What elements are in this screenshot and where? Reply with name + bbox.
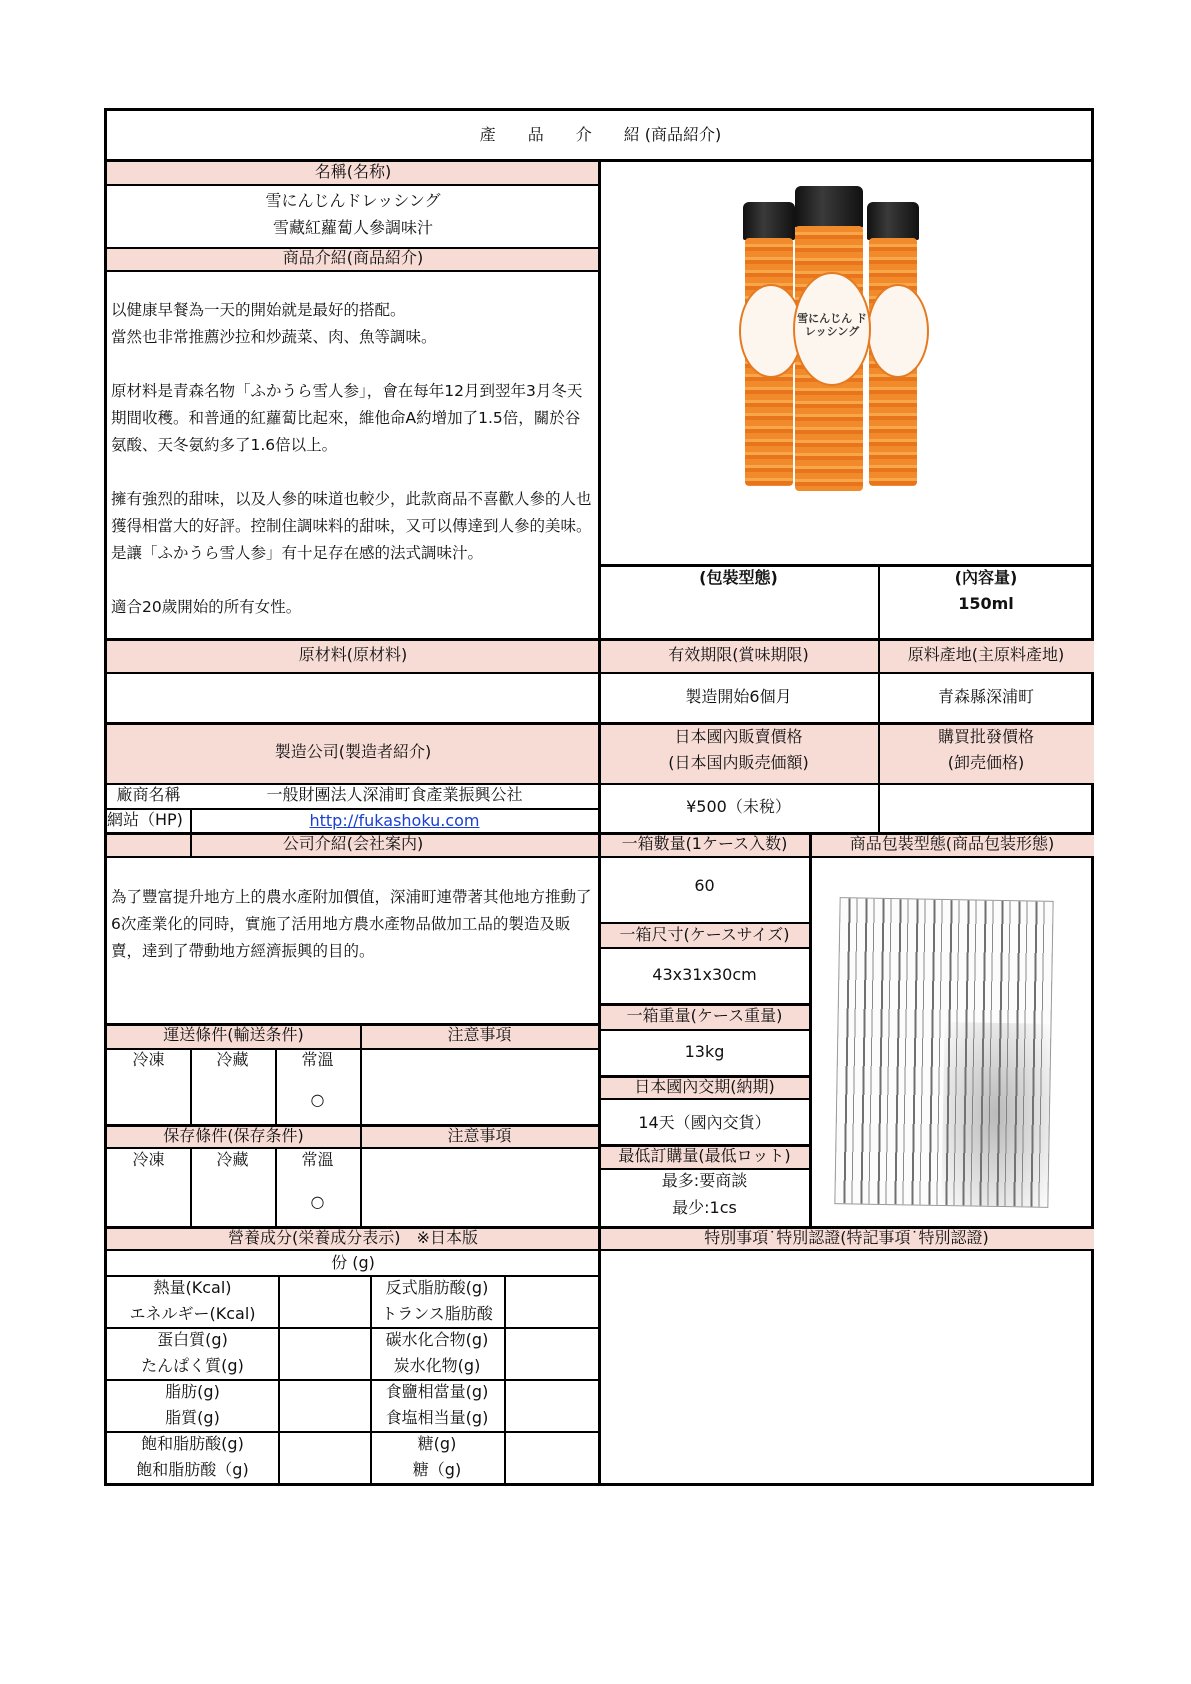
nutrition-header: 營養成分(栄養成分表示) ※日本版 [228, 1228, 478, 1247]
nutrition-trans-jp: トランス脂肪酸 [381, 1304, 493, 1323]
transport-ambient: 常溫 [301, 1050, 334, 1069]
nutrition-fat-jp: 脂質(g) [165, 1408, 220, 1427]
nutrition-satfat-jp: 飽和脂肪酸（g) [136, 1460, 249, 1479]
product-name-jp: 雪にんじんドレッシング [265, 191, 441, 210]
lead-time-value: 14天（國內交貨） [638, 1113, 771, 1132]
product-sheet [104, 108, 1094, 1486]
storage-ambient: 常溫 [301, 1150, 334, 1169]
nutrition-energy-zh: 熱量(Kcal) [153, 1278, 232, 1297]
retail-price-header-jp: (日本国内販売価額) [668, 753, 809, 772]
origin-header: 原料產地(主原料產地) [907, 645, 1065, 664]
package-form-header: 商品包裝型態(商品包装形態) [849, 834, 1055, 853]
moq-min: 最少:1cs [672, 1198, 737, 1217]
transport-ambient-mark: ○ [310, 1090, 325, 1109]
storage-ambient-mark: ○ [310, 1192, 325, 1211]
maker-hp-label: 網站（HP) [107, 810, 183, 829]
nutrition-trans-zh: 反式脂肪酸(g) [385, 1278, 489, 1297]
expiry-value: 製造開始6個月 [685, 687, 792, 706]
product-name-zh: 雪藏紅蘿蔔人參調味汁 [272, 218, 433, 237]
storage-chilled: 冷藏 [216, 1150, 249, 1169]
nutrition-sugar-jp: 糖（g) [412, 1460, 462, 1479]
storage-header: 保存條件(保存条件) [163, 1126, 304, 1145]
storage-frozen: 冷凍 [132, 1150, 165, 1169]
case-size-value: 43x31x30cm [652, 965, 757, 984]
nutrition-carbs-zh: 碳水化合物(g) [385, 1330, 489, 1349]
nutrition-satfat-zh: 飽和脂肪酸(g) [141, 1434, 244, 1453]
case-qty-header: 一箱數量(1ケース入数) [621, 834, 788, 853]
capacity-header: (內容量) [954, 568, 1018, 587]
transport-frozen: 冷凍 [132, 1050, 165, 1069]
nutrition-salt-zh: 食鹽相當量(g) [385, 1382, 489, 1401]
wholesale-price-header-zh: 購買批發價格 [937, 727, 1034, 746]
packaging-header: (包裝型態) [699, 568, 778, 587]
intro-p1: 以健康早餐為一天的開始就是最好的搭配。 [111, 301, 406, 319]
ingredients-header: 原材料(原材料) [298, 645, 408, 664]
intro-p4: 擁有強烈的甜味，以及人參的味道也較少，此款商品不喜歡人參的人也獲得相當大的好評。控制住調味料的甜味，又可以傳達到人參的美味。是讓「ふかうら雪人参」有十足存在感的法式調味汁。 [111, 490, 592, 562]
nutrition-salt-jp: 食塩相当量(g) [385, 1408, 489, 1427]
transport-chilled: 冷藏 [216, 1050, 249, 1069]
bottle-label-text: 雪にんじん ドレッシング [797, 312, 867, 338]
maker-name-label: 廠商名稱 [116, 785, 181, 804]
company-text: 為了豐富提升地方上的農水產附加價值，深浦町連帶著其他地方推動了6次產業化的同時，實施了活用地方農水產物品做加工品的製造及販賣，達到了帶動地方經濟振興的目的。 [111, 888, 592, 960]
intro-p5: 適合20歲開始的所有女性。 [111, 598, 302, 616]
intro-header: 商品介紹(商品紹介) [282, 248, 424, 267]
moq-header: 最低訂購量(最低ロット) [618, 1146, 791, 1165]
manufacturer-header: 製造公司(製造者紹介) [274, 742, 432, 761]
maker-name-value: 一般財團法人深浦町食產業振興公社 [266, 785, 523, 804]
moq-max: 最多:要商談 [661, 1171, 748, 1190]
retail-price-header-zh: 日本國內販賣價格 [674, 727, 803, 746]
name-header: 名稱(名称) [314, 162, 392, 181]
case-qty-value: 60 [694, 876, 715, 895]
transport-header: 運送條件(輸送条件) [163, 1025, 304, 1044]
nutrition-sugar-zh: 糖(g) [417, 1434, 457, 1453]
package-label-photo [834, 897, 1053, 1208]
wholesale-price-header-jp: (卸売価格) [947, 753, 1025, 772]
nutrition-unit: 份 (g) [331, 1253, 375, 1272]
nutrition-fat-zh: 脂肪(g) [165, 1382, 220, 1401]
company-header: 公司介紹(会社案内) [282, 834, 424, 853]
lead-time-header: 日本國內交期(納期) [634, 1077, 775, 1096]
intro-p3: 原材料是青森名物「ふかうら雪人参」，會在每年12月到翌年3月冬天期間收穫。和普通的紅蘿蔔比起來，維他命A約增加了1.5倍，關於谷氨酸、天冬氨約多了1.6倍以上。 [111, 382, 583, 454]
transport-note-header: 注意事項 [447, 1025, 512, 1044]
dressing-bottles-photo [737, 186, 955, 491]
intro-p2: 當然也非常推薦沙拉和炒蔬菜、肉、魚等調味。 [111, 328, 437, 346]
retail-price-value: ¥500（未稅） [686, 797, 791, 816]
special-header: 特別事項˙特別認證(特記事項˙特別認證) [704, 1228, 989, 1247]
nutrition-energy-jp: エネルギー(Kcal) [129, 1304, 256, 1323]
origin-value: 青森縣深浦町 [937, 687, 1034, 706]
page-title: 產 品 介 紹 (商品紹介) [479, 125, 722, 144]
nutrition-protein-jp: たんぱく質(g) [141, 1356, 244, 1375]
case-size-header: 一箱尺寸(ケースサイズ) [619, 925, 790, 944]
capacity-value: 150ml [958, 594, 1014, 613]
nutrition-protein-zh: 蛋白質(g) [157, 1330, 228, 1349]
case-weight-value: 13kg [684, 1042, 725, 1061]
maker-hp-link[interactable]: http://fukashoku.com [309, 811, 480, 830]
case-weight-header: 一箱重量(ケース重量) [626, 1006, 783, 1025]
storage-note-header: 注意事項 [447, 1126, 512, 1145]
expiry-header: 有效期限(賞味期限) [668, 645, 809, 664]
nutrition-carbs-jp: 炭水化物(g) [393, 1356, 481, 1375]
